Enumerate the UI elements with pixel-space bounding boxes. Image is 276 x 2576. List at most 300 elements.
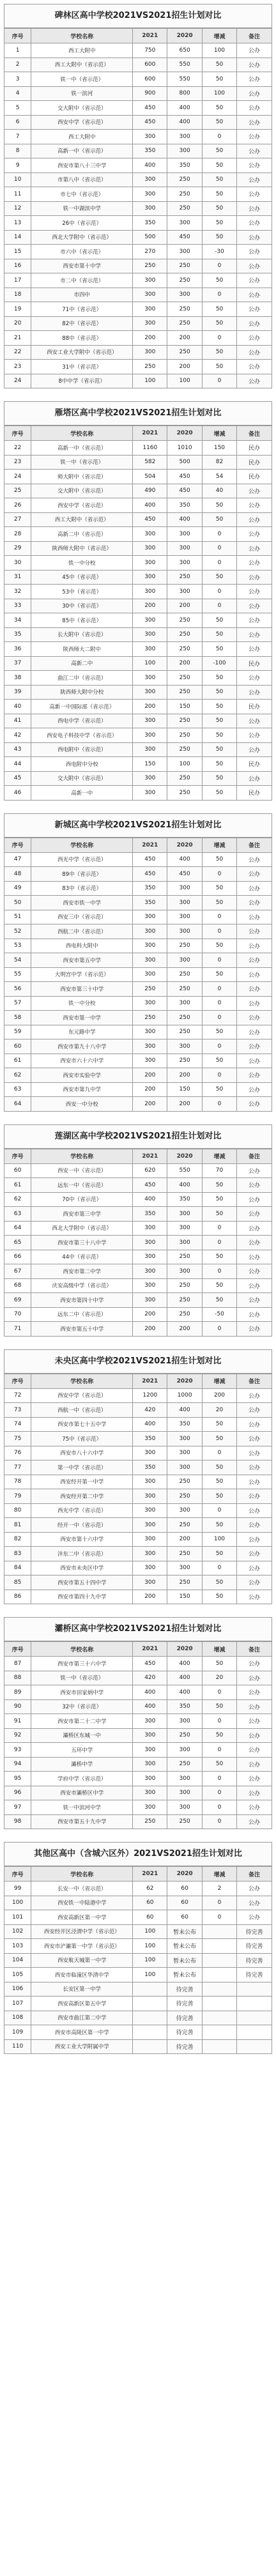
table-cell: 西安经开第一中学	[31, 1475, 133, 1489]
table-cell: 63	[4, 1207, 31, 1222]
table-row	[4, 1685, 272, 1700]
table-cell: 300	[167, 1743, 202, 1758]
table-cell: 公办	[237, 1011, 272, 1025]
table-row	[4, 642, 272, 657]
column-header: 2021	[133, 426, 167, 441]
table-cell: 待完善	[167, 2025, 202, 2040]
table-cell: 105	[4, 1968, 31, 1982]
table-cell: 0	[202, 1786, 236, 1800]
table-row	[4, 1446, 272, 1460]
table-cell: 10	[4, 172, 31, 187]
table-cell: 公办	[237, 484, 272, 498]
table-cell: 西安经开区泾渭中学（省示范）	[31, 1924, 133, 1939]
table-cell: 50	[202, 1025, 236, 1039]
table-row	[4, 216, 272, 231]
table-cell: 300	[133, 1446, 167, 1460]
table-cell: 公办	[237, 967, 272, 982]
table-cell: 公办	[237, 1403, 272, 1418]
table-cell: 100	[202, 43, 236, 58]
table-row	[4, 43, 272, 58]
table-cell: 300	[133, 288, 167, 302]
table-cell: 50	[202, 1293, 236, 1308]
table-row	[4, 2011, 272, 2025]
table-cell: 待完善	[167, 1997, 202, 2011]
table-cell: 西安市浐灞第一中学（省示范）	[31, 1939, 133, 1954]
table-cell: 350	[133, 1207, 167, 1222]
table-cell: 57	[4, 996, 31, 1011]
table-cell: 公办	[237, 996, 272, 1011]
table-cell: 44中（省示范）	[31, 1250, 133, 1264]
table-cell: 77	[4, 1460, 31, 1475]
table-row	[4, 852, 272, 867]
table-cell: 78	[4, 1475, 31, 1489]
table-cell: 300	[133, 1757, 167, 1772]
table-cell: 1200	[133, 1388, 167, 1403]
district-section	[4, 401, 272, 801]
table-cell: 公办	[237, 259, 272, 273]
table-cell: 250	[167, 771, 202, 786]
table-cell: 市七中（省示范）	[31, 187, 133, 202]
table-cell: 100	[133, 1939, 167, 1954]
table-row	[4, 967, 272, 982]
table-row	[4, 541, 272, 556]
column-header: 学校名称	[31, 838, 133, 852]
table-cell: 公办	[237, 627, 272, 642]
table-cell: 50	[202, 345, 236, 360]
table-cell: 400	[167, 512, 202, 527]
table-row	[4, 1011, 272, 1025]
table-cell: 庆安高级中学（省示范）	[31, 1278, 133, 1293]
table-cell: 6	[4, 115, 31, 130]
table-cell	[202, 1953, 236, 1968]
table-cell: 公办	[237, 1575, 272, 1590]
enrollment-table	[4, 1641, 272, 1828]
table-cell: -30	[202, 245, 236, 259]
table-cell: 学府中学（省示范）	[31, 1772, 133, 1786]
section-title: 其他区高中（含城六区外）2021VS2021招生计划对比	[4, 1843, 272, 1866]
table-cell: 300	[133, 642, 167, 657]
table-cell: 300	[133, 1475, 167, 1489]
table-cell: 50	[202, 1278, 236, 1293]
table-row	[4, 742, 272, 757]
table-cell: 250	[167, 728, 202, 743]
table-cell: 西安市高陵区第一中学	[31, 2025, 133, 2040]
table-cell	[202, 1968, 236, 1982]
table-cell: 公办	[237, 982, 272, 997]
table-cell: 公办	[237, 345, 272, 360]
table-cell: 0	[202, 1221, 236, 1236]
table-cell: 50	[202, 1489, 236, 1504]
table-cell: 400	[133, 1192, 167, 1207]
table-row	[4, 1910, 272, 1925]
table-cell: 西安市田家炳中学	[31, 1685, 133, 1700]
table-cell: 67	[4, 1264, 31, 1279]
table-cell: 公办	[237, 115, 272, 130]
table-cell: 48	[4, 867, 31, 882]
table-row	[4, 1968, 272, 1982]
table-cell: 西安市第十六中学	[31, 1532, 133, 1547]
table-cell: 30	[4, 556, 31, 571]
column-header: 2020	[167, 29, 202, 43]
table-cell: 600	[133, 72, 167, 87]
table-row	[4, 1547, 272, 1561]
table-cell: 西电附中分校	[31, 757, 133, 772]
table-cell: 50	[202, 671, 236, 686]
table-row	[4, 1997, 272, 2011]
table-cell: 0	[202, 556, 236, 571]
table-cell: 107	[4, 1997, 31, 2011]
table-row	[4, 1460, 272, 1475]
table-cell: 400	[167, 1671, 202, 1685]
table-row	[4, 288, 272, 302]
table-cell: 76	[4, 1446, 31, 1460]
table-cell: 50	[202, 1547, 236, 1561]
table-cell: 250	[133, 1814, 167, 1828]
table-cell: 公办	[237, 852, 272, 867]
table-row	[4, 1264, 272, 1279]
table-cell: 58	[4, 1011, 31, 1025]
table-cell: 109	[4, 2025, 31, 2040]
table-cell: 300	[133, 685, 167, 700]
table-cell: 250	[167, 259, 202, 273]
table-cell: 400	[133, 158, 167, 173]
table-cell: 300	[167, 1460, 202, 1475]
table-cell: 250	[167, 1518, 202, 1533]
table-cell: 300	[133, 613, 167, 628]
table-cell: 23	[4, 455, 31, 470]
table-cell: 公办	[237, 1025, 272, 1039]
table-cell: 300	[133, 967, 167, 982]
table-cell: 60	[167, 1910, 202, 1925]
table-cell: 56	[4, 982, 31, 997]
table-cell: 12	[4, 201, 31, 216]
table-row	[4, 72, 272, 87]
table-cell: 公办	[237, 144, 272, 158]
table-cell: 民办	[237, 441, 272, 456]
table-cell: 250	[167, 982, 202, 997]
table-header-row	[4, 838, 272, 852]
table-cell: 88中（省示范）	[31, 331, 133, 346]
table-row	[4, 1054, 272, 1068]
table-row	[4, 1714, 272, 1729]
table-cell: 50	[202, 216, 236, 231]
table-cell: 75	[4, 1432, 31, 1446]
table-cell: 50	[202, 360, 236, 374]
table-cell: 陕西师大附中（省示范）	[31, 541, 133, 556]
table-cell: 106	[4, 1982, 31, 1997]
table-row	[4, 1039, 272, 1054]
table-cell	[237, 1982, 272, 1997]
table-cell: 西安中学（省示范）	[31, 115, 133, 130]
column-header: 2020	[167, 1867, 202, 1882]
table-cell: 400	[133, 498, 167, 513]
table-cell: 71中（省示范）	[31, 302, 133, 317]
table-cell: 50	[202, 1657, 236, 1671]
table-row	[4, 881, 272, 896]
table-cell: 250	[167, 1011, 202, 1025]
table-row	[4, 1590, 272, 1604]
table-cell: 50	[202, 172, 236, 187]
table-row	[4, 1518, 272, 1533]
table-cell: 86	[4, 1590, 31, 1604]
table-cell: 41	[4, 714, 31, 728]
table-cell: 长安区第一中学	[31, 1982, 133, 1997]
table-cell: 350	[133, 1432, 167, 1446]
table-cell: 300	[133, 1575, 167, 1590]
table-cell: 550	[167, 57, 202, 72]
table-cell: 0	[202, 1097, 236, 1111]
table-cell	[202, 1939, 236, 1954]
table-cell: 450	[133, 101, 167, 116]
table-cell: 公办	[237, 1685, 272, 1700]
table-cell: 50	[202, 1207, 236, 1222]
table-cell: 85中（省示范）	[31, 613, 133, 628]
table-cell: 长大附中（省示范）	[31, 627, 133, 642]
table-cell: 公办	[237, 1207, 272, 1222]
table-cell: 公办	[237, 1743, 272, 1758]
table-cell: 西安一中（省示范）	[31, 1163, 133, 1178]
table-cell: 620	[133, 1163, 167, 1178]
table-cell: 51	[4, 910, 31, 924]
table-cell: 40	[4, 700, 31, 714]
column-header: 学校名称	[31, 426, 133, 441]
table-cell: 200	[133, 331, 167, 346]
table-cell: 西安中学（省示范）	[31, 498, 133, 513]
table-cell: 0	[202, 1561, 236, 1575]
table-cell: 大明宫中学（省示范）	[31, 967, 133, 982]
table-row	[4, 939, 272, 953]
table-row	[4, 1417, 272, 1432]
table-row	[4, 316, 272, 331]
table-cell: 0	[202, 996, 236, 1011]
table-cell: 300	[133, 1800, 167, 1815]
table-cell: 68	[4, 1278, 31, 1293]
table-row	[4, 1882, 272, 1896]
table-cell	[202, 1924, 236, 1939]
table-row	[4, 1757, 272, 1772]
table-cell: 西工大附中（省示范）	[31, 512, 133, 527]
table-cell: 500	[133, 230, 167, 245]
table-cell: 西安市第七十五中学	[31, 1417, 133, 1432]
table-cell: 66	[4, 1250, 31, 1264]
table-cell: 西安市第五中学	[31, 953, 133, 968]
table-row	[4, 101, 272, 116]
table-cell: 西工大附中（省示范）	[31, 57, 133, 72]
table-cell: 400	[133, 1699, 167, 1714]
table-cell: 300	[167, 130, 202, 144]
table-cell: 50	[202, 187, 236, 202]
column-header: 增减	[202, 1149, 236, 1163]
table-cell: 18	[4, 288, 31, 302]
table-cell: 250	[167, 187, 202, 202]
table-cell: 87	[4, 1657, 31, 1671]
table-cell: 公办	[237, 245, 272, 259]
table-cell: 公办	[237, 1221, 272, 1236]
table-cell: 50	[202, 1082, 236, 1097]
table-cell: 50	[202, 1728, 236, 1743]
table-cell: 300	[133, 1518, 167, 1533]
table-row	[4, 728, 272, 743]
table-cell: 250	[167, 1278, 202, 1293]
table-cell: 350	[167, 1699, 202, 1714]
table-cell: 公办	[237, 1518, 272, 1533]
table-cell: 19	[4, 302, 31, 317]
table-header-row	[4, 1642, 272, 1657]
table-cell: 5	[4, 101, 31, 116]
table-cell: 公办	[237, 43, 272, 58]
table-cell: 暂未公布	[167, 1939, 202, 1954]
table-cell: 11	[4, 187, 31, 202]
table-cell: 公办	[237, 570, 272, 585]
table-cell: 300	[133, 556, 167, 571]
table-row	[4, 613, 272, 628]
table-cell: 公办	[237, 685, 272, 700]
table-cell: 300	[167, 1786, 202, 1800]
table-row	[4, 1388, 272, 1403]
table-cell: 300	[133, 541, 167, 556]
table-cell	[202, 2025, 236, 2040]
table-cell: 高新一中	[31, 786, 133, 800]
table-cell: 70	[4, 1307, 31, 1322]
table-cell: 西北大学附中（省示范）	[31, 1221, 133, 1236]
table-cell: 远东一中（省示范）	[31, 1178, 133, 1193]
table-cell: 公办	[237, 742, 272, 757]
table-cell: 350	[133, 1460, 167, 1475]
table-cell: 公办	[237, 953, 272, 968]
table-cell: 西安市第三十中学	[31, 982, 133, 997]
table-cell: 待完善	[167, 1982, 202, 1997]
column-header: 增减	[202, 838, 236, 852]
table-cell: 300	[167, 1236, 202, 1250]
table-cell: 450	[133, 512, 167, 527]
table-cell: 300	[167, 1039, 202, 1054]
table-cell: 44	[4, 757, 31, 772]
table-cell: 250	[167, 671, 202, 686]
table-cell: 250	[167, 1489, 202, 1504]
table-cell: 公办	[237, 1896, 272, 1910]
table-cell: 53中（省示范）	[31, 585, 133, 599]
table-cell: 37	[4, 656, 31, 671]
table-row	[4, 1163, 272, 1178]
table-cell: 200	[167, 1068, 202, 1083]
table-cell: 85	[4, 1575, 31, 1590]
table-cell: 300	[133, 1054, 167, 1068]
table-cell: 铁一中（省示范）	[31, 455, 133, 470]
table-cell: 300	[167, 288, 202, 302]
table-cell: 103	[4, 1939, 31, 1954]
table-cell: 公办	[237, 910, 272, 924]
table-cell: 铁一中（省示范）	[31, 72, 133, 87]
table-cell: 300	[133, 771, 167, 786]
table-row	[4, 599, 272, 613]
table-cell: 100	[133, 374, 167, 388]
table-cell: 82中（省示范）	[31, 316, 133, 331]
table-row	[4, 1924, 272, 1939]
table-cell: 公办	[237, 1590, 272, 1604]
table-cell: 80	[4, 1503, 31, 1518]
table-cell: 46	[4, 786, 31, 800]
table-cell: 800	[167, 86, 202, 101]
table-cell: 270	[133, 245, 167, 259]
table-cell: 300	[133, 1532, 167, 1547]
table-cell: 61	[4, 1054, 31, 1068]
table-cell: 63	[4, 1082, 31, 1097]
table-cell: 50	[202, 1590, 236, 1604]
table-row	[4, 245, 272, 259]
table-row	[4, 527, 272, 542]
table-cell: 110	[4, 2039, 31, 2053]
table-cell: 350	[133, 216, 167, 231]
table-cell: 350	[167, 498, 202, 513]
table-row	[4, 1982, 272, 1997]
table-cell: 47	[4, 852, 31, 867]
table-cell: 71	[4, 1322, 31, 1336]
table-cell: 31	[4, 570, 31, 585]
column-header: 学校名称	[31, 1149, 133, 1163]
table-cell: 西安市曲江第二中学	[31, 2011, 133, 2025]
table-cell: 暂未公布	[167, 1968, 202, 1982]
column-header: 序号	[4, 1867, 31, 1882]
table-cell: 100	[202, 86, 236, 101]
column-header: 学校名称	[31, 29, 133, 43]
table-cell: 200	[167, 599, 202, 613]
table-cell: 50	[202, 742, 236, 757]
table-cell: 50	[202, 967, 236, 982]
table-cell: 300	[167, 910, 202, 924]
table-row	[4, 714, 272, 728]
table-cell: 50	[202, 1518, 236, 1533]
table-cell: 250	[167, 1054, 202, 1068]
table-cell: 300	[167, 953, 202, 968]
table-cell: 西北大学附中（省示范）	[31, 230, 133, 245]
table-cell: 西电附中（省示范）	[31, 742, 133, 757]
table-row	[4, 273, 272, 288]
table-cell: 50	[202, 273, 236, 288]
table-row	[4, 498, 272, 513]
table-cell: 公办	[237, 714, 272, 728]
table-row	[4, 1025, 272, 1039]
table-cell: 250	[167, 939, 202, 953]
table-cell: 市二中（省示范）	[31, 273, 133, 288]
table-cell	[202, 2039, 236, 2053]
table-cell: 250	[167, 1757, 202, 1772]
table-cell: 250	[167, 316, 202, 331]
table-header-row	[4, 426, 272, 441]
table-cell: 150	[167, 1082, 202, 1097]
table-cell: 西安中学（省示范）	[31, 1388, 133, 1403]
table-cell: 45中（省示范）	[31, 570, 133, 585]
table-row	[4, 671, 272, 686]
column-header: 序号	[4, 1374, 31, 1388]
table-cell: 西安电子科技中学（省示范）	[31, 728, 133, 743]
table-cell: 陕西师大附中分校	[31, 685, 133, 700]
table-cell: 交大附中（省示范）	[31, 101, 133, 116]
table-cell: 250	[167, 742, 202, 757]
table-cell: 100	[133, 1953, 167, 1968]
table-cell: 150	[202, 441, 236, 456]
table-row	[4, 360, 272, 374]
table-cell: 49	[4, 881, 31, 896]
table-cell: 公办	[237, 72, 272, 87]
table-cell: 公办	[237, 642, 272, 657]
table-cell: 公办	[237, 1192, 272, 1207]
table-cell: 64	[4, 1097, 31, 1111]
table-cell: 0	[202, 1322, 236, 1336]
table-row	[4, 470, 272, 484]
table-cell: 450	[167, 230, 202, 245]
table-cell: 60	[133, 1896, 167, 1910]
table-cell: 350	[167, 1417, 202, 1432]
